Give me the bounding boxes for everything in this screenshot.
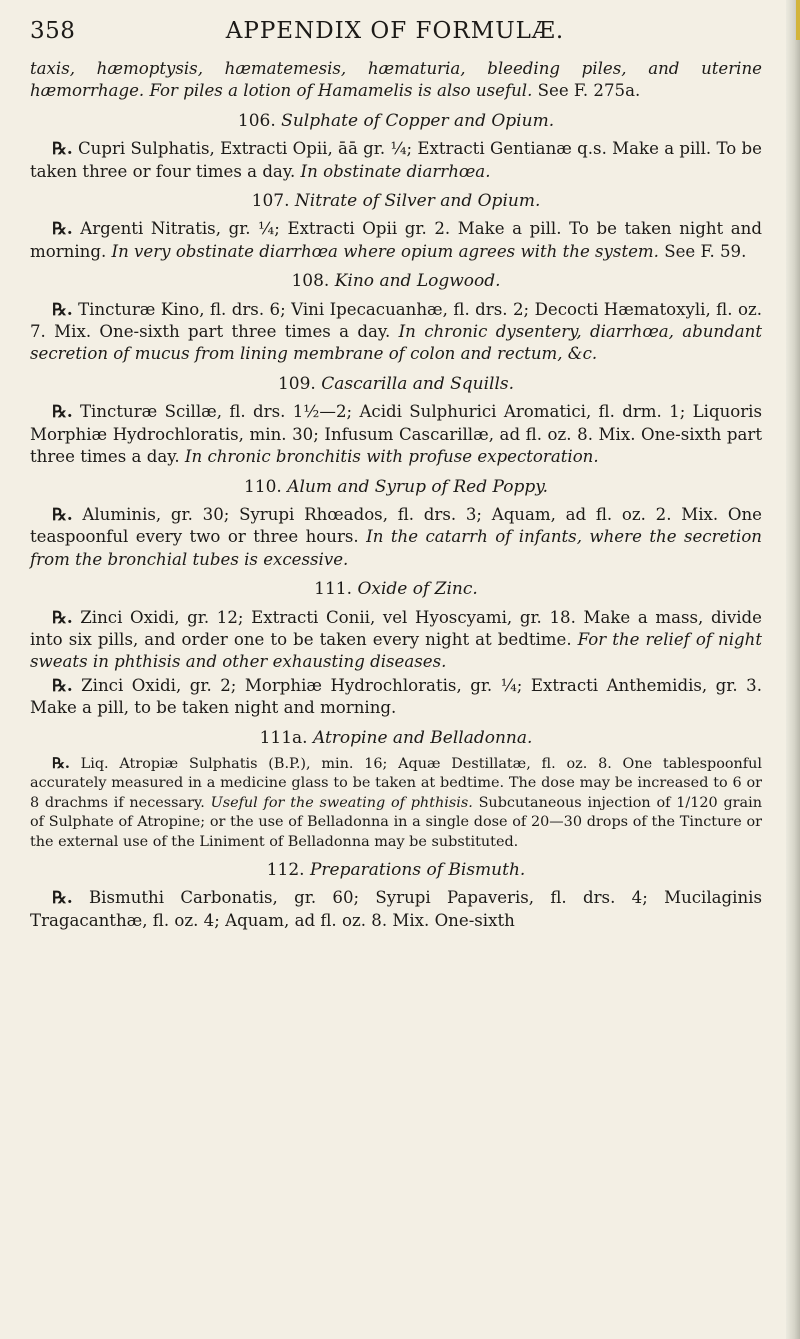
formula-number: 111. <box>314 579 353 600</box>
formula-title: Cascarilla and Squills. <box>321 373 515 394</box>
recipe-symbol: ℞. <box>52 401 73 422</box>
formula-title: Alum and Syrup of Red Poppy. <box>287 476 548 497</box>
formula-indication: For the relief of night sweats in phthisis and other exhausting diseases. <box>30 629 762 672</box>
formula-heading <box>30 476 762 498</box>
page-edge-mark <box>796 0 800 40</box>
formula-note: See F. 59. <box>658 241 747 261</box>
formula-text: Argenti Nitratis, gr. ¼; Extracti Opii gr. 2. Make a pill. To be taken night and morning. <box>30 219 762 261</box>
formula-paragraph <box>30 503 762 571</box>
formula-text: Cupri Sulphatis, Extracti Opii, āā gr. ¼; Extracti Gentianæ q.s. Make a pill. To be taken three or four times a day. <box>30 139 762 181</box>
formula-indication: In chronic bronchitis with profuse expectoration. <box>179 447 599 467</box>
formula-paragraph <box>30 298 762 366</box>
formula-paragraph <box>30 217 762 263</box>
recipe-symbol: ℞. <box>52 674 73 695</box>
recipe-symbol: ℞. <box>52 298 73 319</box>
intro-paragraph <box>30 58 762 103</box>
page-body <box>30 58 762 932</box>
formula-heading <box>30 190 762 212</box>
formula-number: 110. <box>243 476 282 497</box>
formula-number: 107. <box>251 191 290 212</box>
formula-heading <box>30 270 762 292</box>
formula-title: Atropine and Belladonna. <box>313 727 533 748</box>
formula-paragraph <box>30 606 762 674</box>
formula-number: 112. <box>266 860 305 880</box>
recipe-symbol: ℞. <box>52 887 73 908</box>
formula-text: Aluminis, gr. 30; Syrupi Rhœados, fl. drs. 3; Aquam, ad fl. oz. 2. Mix. One teaspoonful every two or three hours. <box>30 504 762 547</box>
formula-number: 106. <box>237 110 276 131</box>
formula-indication: In the catarrh of infants, where the secretion from the bronchial tubes is excessive. <box>30 527 762 569</box>
intro-italic: taxis, hæmoptysis, hæmatemesis, hæmaturia, bleeding piles, and uterine hæmorrhage. For piles a lotion of Hamamelis is also useful. <box>30 59 762 101</box>
formula-paragraph <box>30 137 762 183</box>
formula-list <box>30 110 762 674</box>
formula-text: Tincturæ Scillæ, fl. drs. 1½—2; Acidi Sulphurici Aromatici, fl. drm. 1; Liquoris Morphiæ Hydrochloratis, min. 30; Infusum Cascarillæ, ad fl. oz. 8. Mix. One-sixth part three times a day. <box>30 402 762 467</box>
formula-112 <box>30 886 762 932</box>
formula-text: Bismuthi Carbonatis, gr. 60; Syrupi Papaveris, fl. drs. 4; Mucilaginis Tragacanthæ, fl. oz. 4; Aquam, ad fl. oz. 8. Mix. One-sixth <box>30 888 762 930</box>
formula-indication: Useful for the sweating of phthisis. <box>204 794 473 811</box>
formula-title: Kino and Logwood. <box>334 271 501 292</box>
recipe-symbol: ℞. <box>52 754 70 772</box>
recipe-symbol: ℞. <box>52 503 73 524</box>
formula-title: Nitrate of Silver and Opium. <box>294 191 541 212</box>
recipe-symbol: ℞. <box>52 606 73 627</box>
running-header <box>30 18 760 54</box>
formula-title: Oxide of Zinc. <box>357 579 478 600</box>
formula-text: Zinci Oxidi, gr. 2; Morphiæ Hydrochloratis, gr. ¼; Extracti Anthemidis, gr. 3. Make a pill, to be taken night and morning. <box>30 675 762 718</box>
formula-number: 108. <box>291 271 330 292</box>
formula-number: 111a. <box>259 727 308 748</box>
formula-heading <box>30 578 762 600</box>
formula-indication: In obstinate diarrhœa. <box>295 161 491 181</box>
running-title: APPENDIX OF FORMULÆ. <box>225 18 565 44</box>
formula-indication: In very obstinate diarrhœa where opium agrees with the system. <box>106 241 659 261</box>
formula-111a <box>30 754 762 852</box>
formula-indication: In chronic dysentery, diarrhœa, abundant secretion of mucus from lining membrane of colon and rectum, &c. <box>30 322 762 364</box>
formula-title: Sulphate of Copper and Opium. <box>281 110 555 131</box>
formula-111-second <box>30 674 762 720</box>
formula-paragraph <box>30 400 762 468</box>
formula-heading <box>30 110 762 132</box>
formula-text: Tincturæ Kino, fl. drs. 6; Vini Ipecacuanhæ, fl. drs. 2; Decocti Hæmatoxyli, fl. oz. 7. Mix. One-sixth part three times a day. <box>30 299 762 342</box>
formula-heading <box>30 727 762 749</box>
page-edge <box>786 0 800 1339</box>
recipe-symbol: ℞. <box>52 138 73 159</box>
formula-text: Liq. Atropiæ Sulphatis (B.P.), min. 16; Aquæ Destillatæ, fl. oz. 8. One tablespoonful accurately measured in a medicine glass to be taken at bedtime. The dose may be increased to 6 or 8 drachms if necessary. <box>30 755 762 811</box>
formula-heading <box>30 859 762 881</box>
formula-heading <box>30 373 762 395</box>
formula-number: 109. <box>277 373 316 394</box>
page-number: 358 <box>30 18 76 44</box>
formula-title: Preparations of Bismuth. <box>309 860 526 880</box>
formula-note: Subcutaneous injection of 1/120 grain of Sulphate of Atropine; or the use of Belladonna in a single dose of 20—30 drops of the Tincture or the external use of the Liniment of Belladonna may be substituted. <box>30 794 762 850</box>
formula-text: Zinci Oxidi, gr. 12; Extracti Conii, vel Hyoscyami, gr. 18. Make a mass, divide into six pills, and order one to be taken every night at bedtime. <box>30 607 762 649</box>
intro-ref: See F. 275a. <box>532 81 641 101</box>
recipe-symbol: ℞. <box>52 218 73 239</box>
